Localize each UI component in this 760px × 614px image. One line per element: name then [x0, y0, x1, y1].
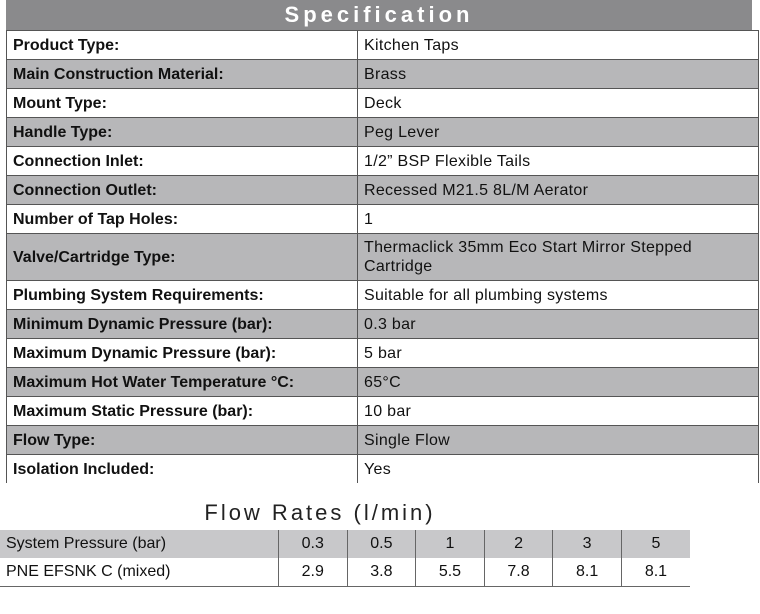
system-pressure-label: System Pressure (bar) — [0, 530, 279, 558]
flow-rates-table — [0, 530, 690, 587]
spec-label: Isolation Included: — [7, 455, 358, 484]
spec-label: Maximum Hot Water Temperature °C: — [7, 368, 358, 397]
product-code-label: PNE EFSNK C (mixed) — [0, 558, 279, 587]
spec-label: Product Type: — [7, 31, 358, 60]
spec-label: Plumbing System Requirements: — [7, 281, 358, 310]
spec-row-max-static-pressure — [7, 397, 759, 426]
flow-rates-title: Flow Rates (l/min) — [204, 500, 436, 525]
specification-table — [6, 30, 759, 483]
spec-row-max-hot-water-temp — [7, 368, 759, 397]
spec-value: 1/2” BSP Flexible Tails — [358, 147, 759, 176]
spec-label: Minimum Dynamic Pressure (bar): — [7, 310, 358, 339]
spec-label: Mount Type: — [7, 89, 358, 118]
spec-value: Thermaclick 35mm Eco Start Mirror Stepped Cartridge — [358, 234, 759, 281]
spec-value: Yes — [358, 455, 759, 484]
spec-label: Connection Inlet: — [7, 147, 358, 176]
spec-row-mount-type — [7, 89, 759, 118]
spec-label: Handle Type: — [7, 118, 358, 147]
spec-value: 0.3 bar — [358, 310, 759, 339]
spec-row-connection-inlet — [7, 147, 759, 176]
pressure-cell: 5 — [621, 530, 690, 558]
spec-row-isolation-included — [7, 455, 759, 484]
spec-value: Suitable for all plumbing systems — [358, 281, 759, 310]
spec-value: 1 — [358, 205, 759, 234]
specification-section — [6, 0, 752, 483]
spec-value: 5 bar — [358, 339, 759, 368]
spec-value: 65°C — [358, 368, 759, 397]
flow-data-row — [0, 558, 690, 587]
spec-value: 10 bar — [358, 397, 759, 426]
spec-row-product-type — [7, 31, 759, 60]
pressure-cell: 2 — [484, 530, 553, 558]
spec-value: Kitchen Taps — [358, 31, 759, 60]
flow-rate-cell: 8.1 — [621, 558, 690, 587]
pressure-cell: 3 — [553, 530, 622, 558]
spec-row-handle-type — [7, 118, 759, 147]
spec-row-max-dynamic-pressure — [7, 339, 759, 368]
spec-value: Deck — [358, 89, 759, 118]
spec-row-connection-outlet — [7, 176, 759, 205]
pressure-cell: 0.3 — [279, 530, 348, 558]
pressure-cell: 0.5 — [347, 530, 416, 558]
spec-row-min-dynamic-pressure — [7, 310, 759, 339]
spec-label: Connection Outlet: — [7, 176, 358, 205]
spec-value: Brass — [358, 60, 759, 89]
spec-label: Valve/Cartridge Type: — [7, 234, 358, 281]
spec-label: Maximum Static Pressure (bar): — [7, 397, 358, 426]
spec-label: Main Construction Material: — [7, 60, 358, 89]
spec-value: Recessed M21.5 8L/M Aerator — [358, 176, 759, 205]
spec-label: Flow Type: — [7, 426, 358, 455]
spec-row-valve-cartridge — [7, 234, 759, 281]
flow-header-row — [0, 530, 690, 558]
flow-rate-cell: 5.5 — [416, 558, 485, 587]
spec-row-plumbing-requirements — [7, 281, 759, 310]
flow-rate-cell: 3.8 — [347, 558, 416, 587]
flow-rate-cell: 7.8 — [484, 558, 553, 587]
flow-rate-cell: 2.9 — [279, 558, 348, 587]
spec-row-flow-type — [7, 426, 759, 455]
spec-row-material — [7, 60, 759, 89]
spec-value: Peg Lever — [358, 118, 759, 147]
spec-label: Number of Tap Holes: — [7, 205, 358, 234]
spec-value: Single Flow — [358, 426, 759, 455]
spec-label: Maximum Dynamic Pressure (bar): — [7, 339, 358, 368]
flow-rate-cell: 8.1 — [553, 558, 622, 587]
pressure-cell: 1 — [416, 530, 485, 558]
spec-row-tap-holes — [7, 205, 759, 234]
specification-title: Specification — [6, 0, 752, 30]
